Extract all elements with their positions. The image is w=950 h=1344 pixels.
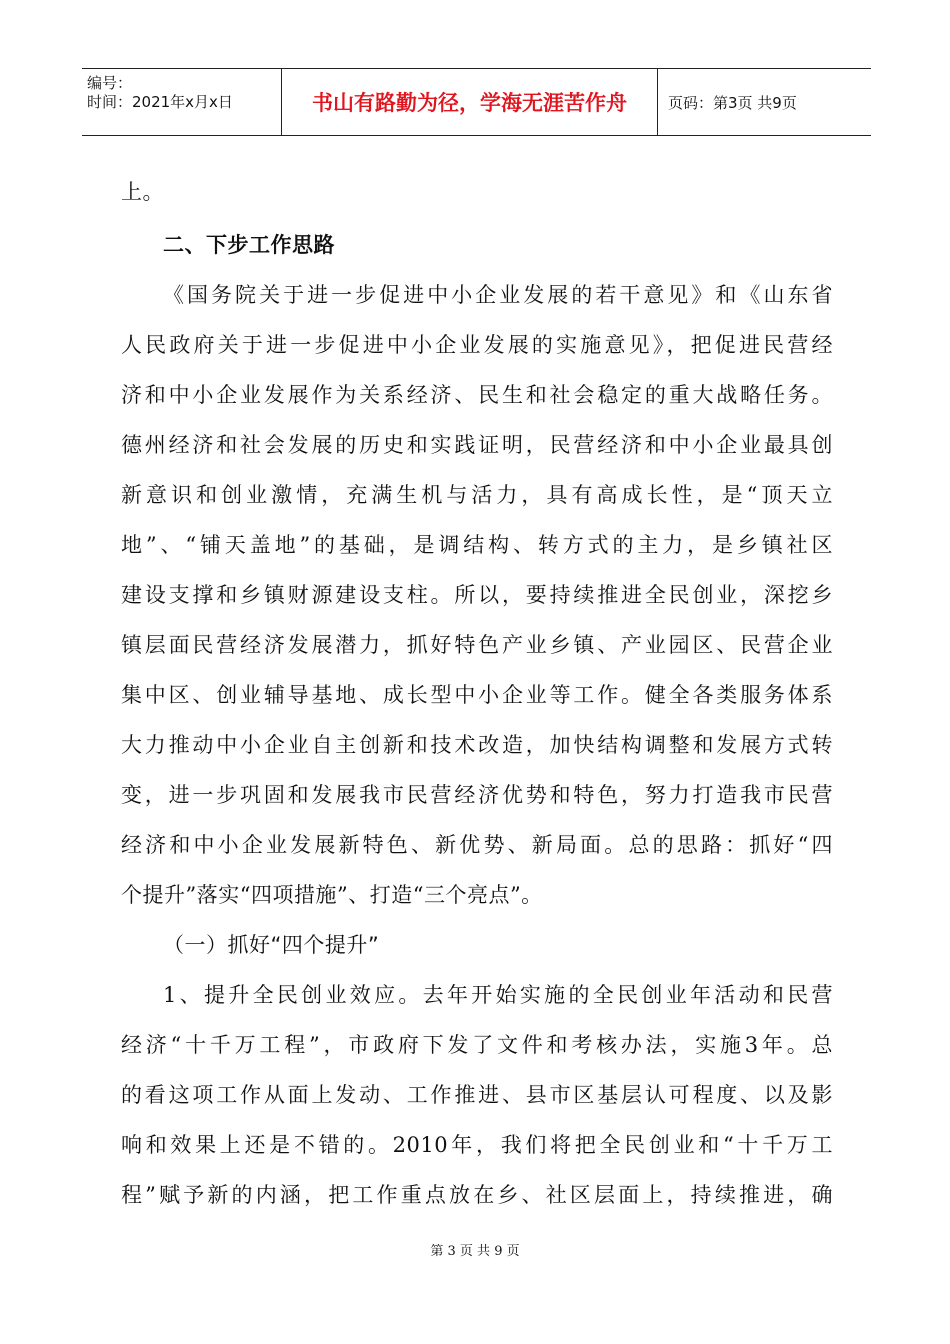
body-line: 经济和中小企业发展新特色、新优势、新局面。总的思路：抓好“四 (121, 833, 833, 857)
number-label: 编号： (87, 74, 133, 92)
body-line: 镇层面民营经济发展潜力，抓好特色产业乡镇、产业园区、民营企业 (121, 633, 833, 657)
time-label: 时间：2021年x月x日 (87, 93, 233, 111)
body-line: 《国务院关于进一步促进中小企业发展的若干意见》和《山东省 (163, 283, 833, 307)
header-page-code: 页码：第3页 共9页 (668, 93, 797, 112)
body-line: 人民政府关于进一步促进中小企业发展的实施意见》，把促进民营经 (121, 333, 833, 357)
body-line: 响和效果上还是不错的。2010年，我们将把全民创业和“十千万工 (121, 1133, 833, 1157)
header-table (82, 68, 871, 136)
section-heading: 二、下步工作思路 (163, 233, 335, 257)
body-line: 新意识和创业激情，充满生机与活力，具有高成长性，是“顶天立 (121, 483, 833, 507)
subsection-heading: （一）抓好“四个提升” (163, 933, 380, 957)
body-line: 上。 (121, 180, 164, 204)
body-line: 经济“十千万工程”，市政府下发了文件和考核办法，实施3年。总 (121, 1033, 833, 1057)
page-footer: 第 3 页 共 9 页 (430, 1244, 520, 1259)
body-line: 济和中小企业发展作为关系经济、民生和社会稳定的重大战略任务。 (121, 383, 833, 407)
body-line: 德州经济和社会发展的历史和实践证明，民营经济和中小企业最具创 (121, 433, 833, 457)
body-line: 建设支撑和乡镇财源建设支柱。所以，要持续推进全民创业，深挖乡 (121, 583, 833, 607)
header-meta-cell (82, 69, 282, 135)
body-line: 集中区、创业辅导基地、成长型中小企业等工作。健全各类服务体系 (121, 683, 833, 707)
header-motto: 书山有路勤为径，学海无涯苦作舟 (282, 69, 658, 135)
body-line: 1、提升全民创业效应。去年开始实施的全民创业年活动和民营 (163, 983, 833, 1007)
body-line: 大力推动中小企业自主创新和技术改造，加快结构调整和发展方式转 (121, 733, 833, 757)
body-line: 地”、“铺天盖地”的基础，是调结构、转方式的主力，是乡镇社区 (121, 533, 833, 557)
body-line: 的看这项工作从面上发动、工作推进、县市区基层认可程度、以及影 (121, 1083, 833, 1107)
body-line: 程”赋予新的内涵，把工作重点放在乡、社区层面上，持续推进，确 (121, 1183, 833, 1207)
body-line: 变，进一步巩固和发展我市民营经济优势和特色，努力打造我市民营 (121, 783, 833, 807)
body-line: 个提升”落实“四项措施”、打造“三个亮点”。 (121, 883, 543, 907)
